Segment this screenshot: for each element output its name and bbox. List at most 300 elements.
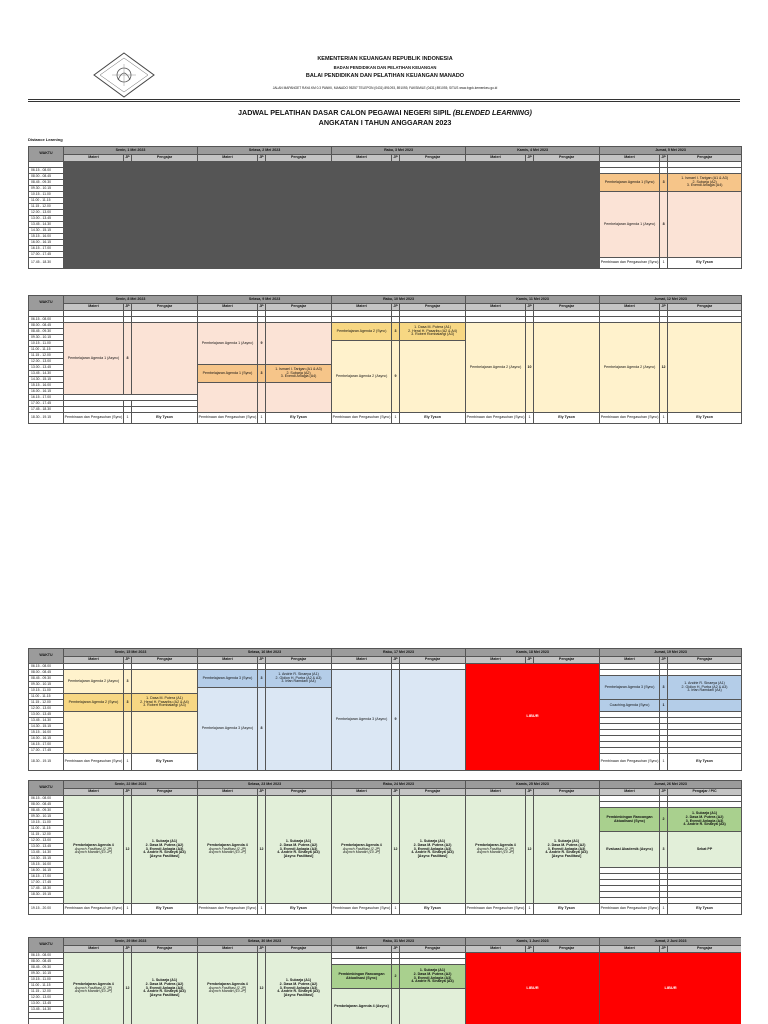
jp-value: 3 <box>660 174 668 192</box>
schedule-block: Pembinaan dan Pengasuhan (Sync) <box>198 413 258 424</box>
time-slot: 17.00 - 17.45 <box>29 401 64 407</box>
col-jp: JP <box>392 946 400 953</box>
instructor-name: Ely Tyson <box>668 754 742 771</box>
instructor-name: Ely Tyson <box>266 904 332 915</box>
time-slot: 13.45 - 14.30 <box>29 222 64 228</box>
instructor-list: 1. Ismael I. Tarigan (A1 & A3) 2. Subarja (A2) 3. Evendi Anlagia (A4) <box>266 365 332 383</box>
time-slot: 11.00 - 11.15 <box>29 826 64 832</box>
schedule-block: Pembelajaran Agenda 2 (Sync) <box>64 694 124 712</box>
day-header: Jumat, 12 Mei 2023 <box>600 296 742 304</box>
jp-value: 1 <box>258 904 266 915</box>
day-header: Kamis, 25 Mei 2023 <box>466 781 600 789</box>
day-header: Jumat, 19 Mei 2023 <box>600 649 742 657</box>
holiday-block: LIBUR <box>466 664 600 771</box>
jp-value: 9 <box>392 670 400 771</box>
col-pengajar: Pengajar <box>534 789 600 796</box>
jp-value: 3 <box>258 365 266 383</box>
schedule-block: Pembelajaran Agenda 1 (Sync) <box>600 174 660 192</box>
col-pengajar: Pengajar <box>668 946 741 953</box>
col-pengajar: Pengajar <box>668 155 742 162</box>
instructor-cell <box>668 192 742 258</box>
time-slot: 06.15 - 08.00 <box>29 664 64 670</box>
schedule-block: Pembelajaran Agenda 3 (Async) <box>332 670 392 771</box>
col-jp: JP <box>660 304 668 311</box>
waktu-header: WAKTU <box>29 938 64 953</box>
col-jp: JP <box>258 155 266 162</box>
schedule-block: Pembelajaran Agenda 2 (Sync) <box>332 323 392 341</box>
time-slot: 10.15 - 11.00 <box>29 341 64 347</box>
col-materi: Materi <box>64 946 124 953</box>
holiday-block: LIBUR <box>466 953 600 1024</box>
schedule-block: Pembelajaran Agenda 1 (Async) <box>600 192 660 258</box>
col-jp: JP <box>526 155 534 162</box>
jp-value: 3 <box>258 670 266 688</box>
col-pengajar: Pengajar <box>534 304 600 311</box>
day-header: Senin, 29 Mei 2023 <box>64 938 198 946</box>
time-slot: 16.15 - 17.00 <box>29 742 64 748</box>
schedule-block: Pembinaan dan Pengasuhan (Sync) <box>466 413 526 424</box>
schedule-block: Evaluasi Akademik (Async) <box>600 832 660 868</box>
day-header: Jumat, 2 Juni 2023 <box>600 938 741 946</box>
schedule-block: Pembinaan dan Pengasuhan (Sync) <box>64 754 124 771</box>
instructor-name: Ely Tyson <box>132 754 198 771</box>
schedule-block: Pembinaan dan Pengasuhan (Sync) <box>600 258 660 269</box>
col-jp: JP <box>392 304 400 311</box>
schedule-block: Pembelajaran Agenda 3 (Sync) <box>600 676 660 700</box>
ministry-name: KEMENTERIAN KEUANGAN REPUBLIK INDONESIA <box>317 56 453 62</box>
time-slot: 17.45 - 18.30 <box>29 258 64 269</box>
time-slot: 14.30 - 15.15 <box>29 724 64 730</box>
instructor-name: Sekat PP <box>668 832 742 868</box>
col-pengajar: Pengajar <box>668 304 742 311</box>
col-materi: Materi <box>600 789 660 796</box>
col-materi: Materi <box>466 789 526 796</box>
col-pengajar: Pengajar <box>668 657 742 664</box>
schedule-block: Pembinaan dan Pengasuhan (Sync) <box>600 904 660 915</box>
col-materi: Materi <box>64 789 124 796</box>
col-materi: Materi <box>64 304 124 311</box>
col-pengajar: Pengajar <box>534 946 600 953</box>
col-jp: JP <box>392 789 400 796</box>
schedule-block: Pembinaan dan Pengasuhan (Sync) <box>198 904 258 915</box>
jp-value: 12 <box>124 796 132 904</box>
col-pengajar: Pengajar <box>132 155 198 162</box>
ministry-emblem-icon <box>92 52 156 98</box>
jp-value: 1 <box>392 904 400 915</box>
col-pengajar: Pengajar <box>266 155 332 162</box>
instructor-list: 1. Subarja (A1) 2. Dasa M. Putera (A2) 3. Evendi Anlagia (A3) 4. Andrie R. Sinaeya (A4) [Async Fasilitasi] <box>534 796 600 904</box>
time-slot: 10.15 - 11.00 <box>29 688 64 694</box>
time-slot: 11.00 - 11.15 <box>29 198 64 204</box>
col-materi: Materi <box>600 657 660 664</box>
col-jp: JP <box>660 155 668 162</box>
time-slot: 14.30 - 15.15 <box>29 856 64 862</box>
instructor-list: 1. Ismael I. Tarigan (A1 & A3) 2. Subarja (A2) 3. Evendi Anlagia (A4) <box>668 174 742 192</box>
instructor-list: 1. Andrie R. Sinaeya (A1) 2. Gidion H. Purba (A2 & A3) 3. Irfan Ramdani (A4) <box>668 676 742 700</box>
time-slot: 14.30 - 15.15 <box>29 228 64 234</box>
time-slot: 11.15 - 12.00 <box>29 353 64 359</box>
jp-value: 12 <box>392 796 400 904</box>
col-pengajar: Pengajar <box>266 304 332 311</box>
day-header: Selasa, 2 Mei 2023 <box>198 147 332 155</box>
week-3-table <box>28 648 741 771</box>
time-slot: 13.00 - 13.45 <box>29 365 64 371</box>
day-header: Senin, 15 Mei 2023 <box>64 649 198 657</box>
time-slot: 12.00 - 13.00 <box>29 995 64 1001</box>
time-slot: 16.15 - 17.00 <box>29 246 64 252</box>
col-jp: JP <box>526 789 534 796</box>
col-pengajar: Pengajar <box>400 657 466 664</box>
col-materi: Materi <box>332 304 392 311</box>
time-slot: 18.30 - 19.15 <box>29 413 64 424</box>
jp-value: 12 <box>660 323 668 413</box>
waktu-header: WAKTU <box>29 296 64 311</box>
col-materi: Materi <box>332 155 392 162</box>
time-slot: 10.15 - 11.00 <box>29 820 64 826</box>
jp-value: 1 <box>124 904 132 915</box>
time-slot: 08.00 - 08.45 <box>29 174 64 180</box>
col-pengajar: Pengajar <box>534 657 600 664</box>
schedule-block: Pembinaan dan Pengasuhan (Sync) <box>600 413 660 424</box>
instructor-name: Ely Tyson <box>668 258 742 269</box>
day-header: Rabu, 17 Mei 2023 <box>332 649 466 657</box>
col-jp: JP <box>124 304 132 311</box>
instructor-list: 1. Andrie R. Sinaeya (A1) 2. Gidion H. Purba (A2 & A3) 3. Irfan Ramdani (A4) <box>266 670 332 688</box>
schedule-block: Pembelajaran Agenda 1 (Sync) <box>198 365 258 383</box>
schedule-block: Pembinaan dan Pengasuhan (Sync) <box>332 904 392 915</box>
day-header: Jumat, 5 Mei 2023 <box>600 147 742 155</box>
schedule-block: Pembelajaran Agenda 3 (Sync) <box>198 670 258 688</box>
jp-value: 1 <box>660 258 668 269</box>
schedule-block: Pembinaan dan Pengasuhan (Sync) <box>332 413 392 424</box>
col-jp: JP <box>526 946 534 953</box>
jp-value: 3 <box>660 676 668 700</box>
col-materi: Materi <box>600 155 660 162</box>
day-header: Selasa, 16 Mei 2023 <box>198 649 332 657</box>
schedule-block: Coaching Agenda (Sync) <box>600 700 660 712</box>
schedule-block: Pembelajaran Agenda 2 (Async) <box>466 323 526 413</box>
week-4-table <box>28 780 741 915</box>
time-slot: 08.00 - 08.45 <box>29 959 64 965</box>
time-slot: 10.15 - 11.00 <box>29 977 64 983</box>
day-header: Rabu, 31 Mei 2023 <box>332 938 466 946</box>
time-slot: 16.15 - 17.00 <box>29 395 64 401</box>
col-pengajar: Pengajar <box>534 155 600 162</box>
day-header: Rabu, 24 Mei 2023 <box>332 781 466 789</box>
col-pengajar: Pengajar <box>266 657 332 664</box>
col-pengajar: Pengajar <box>132 304 198 311</box>
instructor-name: Ely Tyson <box>132 413 198 424</box>
col-pengajar: Pengajar <box>400 946 466 953</box>
col-jp: JP <box>258 304 266 311</box>
schedule-block: Pembinaan dan Pengasuhan (Sync) <box>600 754 660 771</box>
time-slot: 15.15 - 16.00 <box>29 862 64 868</box>
jp-value: 3 <box>392 323 400 341</box>
col-jp: JP <box>124 946 132 953</box>
col-materi: Materi <box>198 946 258 953</box>
time-slot: 13.45 - 14.30 <box>29 718 64 724</box>
office-address: JALAN MAPANGET RAYA KM 0.3 PANIKI, MANADO 95257 TELEPON (0431) 891093, 891093; FAKSIMILE (0431) 891093; SITUS www.bppk.kemenkeu.go.id <box>272 86 498 90</box>
schedule-block: Pembelajaran Agenda 4 Asynch Fasilitasi (2 JP) Asynch Mandiri (10 JP) <box>64 796 124 904</box>
jp-value: 12 <box>526 796 534 904</box>
col-pengajar: Pengajar <box>266 789 332 796</box>
col-materi: Materi <box>332 657 392 664</box>
jp-value: 1 <box>660 700 668 712</box>
time-slot: 06.15 - 08.00 <box>29 953 64 959</box>
col-materi: Materi <box>332 946 392 953</box>
col-jp: JP <box>392 155 400 162</box>
schedule-block: Pembinaan dan Pengasuhan (Sync) <box>466 904 526 915</box>
jp-value: 8 <box>124 323 132 395</box>
schedule-block: Pembelajaran Agenda 4 Asynch Fasilitasi (2 JP) Asynch Mandiri (10 JP) <box>64 953 124 1024</box>
day-header: Senin, 22 Mei 2023 <box>64 781 198 789</box>
col-materi: Materi <box>600 304 660 311</box>
time-slot: 15.15 - 16.00 <box>29 730 64 736</box>
time-slot: 11.00 - 11.15 <box>29 347 64 353</box>
time-slot: 13.45 - 14.30 <box>29 1007 64 1013</box>
day-header: Kamis, 1 Juni 2023 <box>466 938 600 946</box>
doc-title: JADWAL PELATIHAN DASAR CALON PEGAWAI NEGERI SIPIL (BLENDED LEARNING) <box>238 108 532 117</box>
col-materi: Materi <box>198 789 258 796</box>
time-slot: 13.00 - 13.45 <box>29 712 64 718</box>
jp-value: 1 <box>124 413 132 424</box>
jp-value: 8 <box>660 192 668 258</box>
jp-value: 1 <box>660 413 668 424</box>
week-2-table <box>28 295 741 424</box>
time-slot: 08.45 - 09.30 <box>29 329 64 335</box>
day-header: Senin, 1 Mei 2023 <box>64 147 198 155</box>
jp-value: 3 <box>124 670 132 694</box>
time-slot: 16.00 - 16.15 <box>29 736 64 742</box>
jp-value: 1 <box>660 904 668 915</box>
day-header: Selasa, 23 Mei 2023 <box>198 781 332 789</box>
time-slot: 16.00 - 16.15 <box>29 389 64 395</box>
empty-grey-block <box>64 162 600 269</box>
time-slot: 08.45 - 09.30 <box>29 676 64 682</box>
col-pengajar: Pengajar <box>400 789 466 796</box>
jp-value: 3 <box>124 694 132 712</box>
agency-name: BADAN PENDIDIKAN DAN PELATIHAN KEUANGAN <box>333 65 437 70</box>
col-jp: JP <box>392 657 400 664</box>
time-slot: 16.00 - 16.15 <box>29 868 64 874</box>
time-slot: 08.00 - 08.45 <box>29 323 64 329</box>
schedule-block: Pembelajaran Agenda 2 (Async) <box>600 323 660 413</box>
instructor-list: 1. Dasa M. Putera (A1) 2. Heral H. Pasaribu (A2 & A4) 3. Robert Rombalangi (A3) <box>400 323 466 341</box>
schedule-block: Pembelajaran Agenda 3 (Async) <box>198 688 258 771</box>
time-slot: 18.30 - 19.15 <box>29 892 64 898</box>
col-materi: Materi <box>198 657 258 664</box>
jp-value: 1 <box>124 754 132 771</box>
jp-value: 1 <box>392 413 400 424</box>
col-materi: Materi <box>466 946 526 953</box>
instructor-list: 1. Subarja (A1) 2. Dasa M. Putera (A2) 3. Evendi Anlagia (A3) 4. Andrie R. Sinaeya (A4) [Async Fasilitasi] <box>266 796 332 904</box>
jp-value: 8 <box>258 688 266 771</box>
col-jp: JP <box>124 155 132 162</box>
time-slot: 10.15 - 11.00 <box>29 192 64 198</box>
jp-value: 2 <box>392 965 400 989</box>
schedule-block: Pembelajaran Agenda 2 (Async) <box>332 341 392 413</box>
time-slot: 12.00 - 13.00 <box>29 838 64 844</box>
day-header: Senin, 8 Mei 2023 <box>64 296 198 304</box>
time-slot: 13.45 - 14.30 <box>29 371 64 377</box>
col-materi: Materi <box>466 657 526 664</box>
time-slot: 08.00 - 08.45 <box>29 670 64 676</box>
day-header: Kamis, 18 Mei 2023 <box>466 649 600 657</box>
col-pengajar: Pengajar <box>266 946 332 953</box>
schedule-block: Pembinaan dan Pengasuhan (Sync) <box>64 413 124 424</box>
col-materi: Materi <box>332 789 392 796</box>
jp-value: 1 <box>526 904 534 915</box>
schedule-block: Pembelajaran Agenda 4 Asynch Fasilitasi (2 JP) Asynch Mandiri (10 JP) <box>332 796 392 904</box>
time-slot: 11.00 - 11.15 <box>29 694 64 700</box>
time-slot: 15.15 - 16.00 <box>29 383 64 389</box>
day-header: Jumat, 26 Mei 2023 <box>600 781 742 789</box>
instructor-name: Ely Tyson <box>534 904 600 915</box>
time-slot: 11.00 - 11.15 <box>29 983 64 989</box>
day-header: Rabu, 3 Mei 2023 <box>332 147 466 155</box>
time-slot: 17.45 - 18.30 <box>29 407 64 413</box>
time-slot: 08.45 - 09.30 <box>29 808 64 814</box>
time-slot: 12.00 - 13.00 <box>29 706 64 712</box>
time-slot: 14.30 - 15.15 <box>29 377 64 383</box>
time-slot: 16.15 - 17.00 <box>29 874 64 880</box>
time-slot: 13.00 - 13.45 <box>29 216 64 222</box>
schedule-block: Pembelajaran Agenda 4 Asynch Fasilitasi (2 JP) Asynch Mandiri (10 JP) <box>466 796 526 904</box>
time-slot: 11.15 - 12.00 <box>29 832 64 838</box>
instructor-list: 1. Subarja (A1) 2. Dasa M. Putera (A2) 3. Evendi Anlagia (A3) 4. Andrie R. Sinaeya (A4) <box>668 808 742 832</box>
week-5-table <box>28 937 741 1024</box>
instructor-name: Ely Tyson <box>668 413 742 424</box>
jp-value: 9 <box>392 341 400 413</box>
instructor-list: 1. Subarja (A1) 2. Dasa M. Putera (A2) 3. Evendi Anlagia (A3) 4. Andrie R. Sinaeya (A4) <box>400 965 466 989</box>
col-jp: JP <box>258 789 266 796</box>
schedule-block: Pembelajaran Agenda 1 (Async) <box>198 323 258 365</box>
instructor-list: 1. Subarja (A1) 2. Dasa M. Putera (A2) 3. Evendi Anlagia (A3) 4. Andrie R. Sinaeya (A4) [Async Fasilitasi] <box>400 796 466 904</box>
col-pengajar: Pengajar <box>132 946 198 953</box>
office-name: BALAI PENDIDIKAN DAN PELATIHAN KEUANGAN MANADO <box>305 73 465 79</box>
instructor-list: 1. Subarja (A1) 2. Dasa M. Putera (A2) 3. Evendi Anlagia (A3) 4. Andrie R. Sinaeya (A4) [Async Fasilitasi] <box>132 796 198 904</box>
time-slot: 19.15 - 20.00 <box>29 904 64 915</box>
col-pengajar: Pengajar <box>132 657 198 664</box>
time-slot: 17.00 - 17.45 <box>29 748 64 754</box>
col-materi: Materi <box>466 155 526 162</box>
time-slot: 09.30 - 10.15 <box>29 186 64 192</box>
schedule-block: Pembimbingan Rancangan Aktualisasi (Sync) <box>332 965 392 989</box>
col-pengajar: Pengajar <box>400 155 466 162</box>
jp-value: 12 <box>258 796 266 904</box>
time-slot: 12.00 - 13.00 <box>29 359 64 365</box>
col-jp: JP <box>660 657 668 664</box>
jp-value: 9 <box>258 323 266 365</box>
time-slot: 12.00 - 13.00 <box>29 210 64 216</box>
day-header: Kamis, 4 Mei 2023 <box>466 147 600 155</box>
time-slot: 15.15 - 16.00 <box>29 234 64 240</box>
jp-value: 3 <box>660 832 668 868</box>
col-materi: Materi <box>600 946 660 953</box>
time-slot: 08.00 - 08.45 <box>29 802 64 808</box>
waktu-header: WAKTU <box>29 781 64 796</box>
instructor-name: Ely Tyson <box>400 413 466 424</box>
col-materi: Materi <box>64 657 124 664</box>
col-materi: Materi <box>64 155 124 162</box>
schedule-block: Pembelajaran Agenda 4 (Async) <box>332 989 392 1024</box>
col-materi: Materi <box>198 304 258 311</box>
col-jp: JP <box>258 946 266 953</box>
col-jp: JP <box>526 657 534 664</box>
schedule-block: Pembelajaran Agenda 2 (Async) <box>64 670 124 694</box>
schedule-block: Pembelajaran Agenda 4 Asynch Fasilitasi (2 JP) Asynch Mandiri (10 JP) <box>198 953 258 1024</box>
time-slot: 17.00 - 17.45 <box>29 252 64 258</box>
instructor-list: 1. Subarja (A1) 2. Dasa M. Putera (A2) 3. Evendi Anlagia (A3) 4. Andrie R. Sinaeya (A4) [Async Fasilitasi] <box>132 953 198 1024</box>
instructor-name: Ely Tyson <box>400 904 466 915</box>
learning-mode: Distance Learning <box>28 137 63 142</box>
header-divider <box>28 99 740 100</box>
jp-value: 12 <box>124 953 132 1024</box>
schedule-block: Pembimbingan Rancangan Aktualisasi (Sync) <box>600 808 660 832</box>
doc-subtitle: ANGKATAN I TAHUN ANGGARAN 2023 <box>318 118 452 127</box>
col-jp: JP <box>526 304 534 311</box>
instructor-list: 1. Dasa M. Putera (A1) 2. Heral H. Pasaribu (A2 & A4) 3. Robert Rombalangi (A3) <box>132 694 198 712</box>
time-slot: 09.30 - 10.15 <box>29 335 64 341</box>
col-materi: Materi <box>466 304 526 311</box>
jp-value: 2 <box>660 808 668 832</box>
holiday-block: LIBUR <box>600 953 741 1024</box>
instructor-list: 1. Subarja (A1) 2. Dasa M. Putera (A2) 3. Evendi Anlagia (A3) 4. Andrie R. Sinaeya (A4) [Async Fasilitasi] <box>266 953 332 1024</box>
instructor-name: Ely Tyson <box>266 413 332 424</box>
schedule-block: Pembinaan dan Pengasuhan (Sync) <box>64 904 124 915</box>
time-slot: 09.30 - 10.15 <box>29 814 64 820</box>
time-slot: 18.30 - 19.15 <box>29 754 64 771</box>
day-header: Selasa, 9 Mei 2023 <box>198 296 332 304</box>
time-slot: 16.00 - 16.15 <box>29 240 64 246</box>
col-pengajar: Pengajar <box>132 789 198 796</box>
time-slot: 06.15 - 08.00 <box>29 317 64 323</box>
time-slot: 06.15 - 08.00 <box>29 796 64 802</box>
col-jp: JP <box>124 789 132 796</box>
col-materi: Materi <box>198 155 258 162</box>
time-slot: 08.45 - 09.30 <box>29 180 64 186</box>
col-pic: Pengajar / PIC <box>668 789 742 796</box>
time-slot: 17.00 - 17.45 <box>29 880 64 886</box>
col-jp: JP <box>124 657 132 664</box>
day-header: Kamis, 11 Mei 2023 <box>466 296 600 304</box>
time-slot: 09.30 - 10.15 <box>29 971 64 977</box>
waktu-header: WAKTU <box>29 147 64 162</box>
time-slot: 08.45 - 09.30 <box>29 965 64 971</box>
header-divider-thin <box>28 101 740 102</box>
time-slot: 13.45 - 14.30 <box>29 850 64 856</box>
jp-value: 12 <box>258 953 266 1024</box>
time-slot: 11.15 - 12.00 <box>29 989 64 995</box>
time-slot: 17.45 - 18.30 <box>29 886 64 892</box>
jp-value: 10 <box>526 323 534 413</box>
day-header: Rabu, 10 Mei 2023 <box>332 296 466 304</box>
time-slot: 09.30 - 10.15 <box>29 682 64 688</box>
jp-value: 1 <box>258 413 266 424</box>
instructor-name: Ely Tyson <box>132 904 198 915</box>
day-header: Selasa, 30 Mei 2023 <box>198 938 332 946</box>
jp-value: 1 <box>526 413 534 424</box>
instructor-name: Ely Tyson <box>668 904 742 915</box>
waktu-header: WAKTU <box>29 649 64 664</box>
schedule-block: Pembelajaran Agenda 4 Asynch Fasilitasi (2 JP) Asynch Mandiri (10 JP) <box>198 796 258 904</box>
week-1-table <box>28 146 741 269</box>
col-pengajar: Pengajar <box>400 304 466 311</box>
instructor-name: Ely Tyson <box>534 413 600 424</box>
time-slot: 11.15 - 12.00 <box>29 204 64 210</box>
time-slot: 13.00 - 13.45 <box>29 1001 64 1007</box>
time-slot: 11.15 - 12.00 <box>29 700 64 706</box>
